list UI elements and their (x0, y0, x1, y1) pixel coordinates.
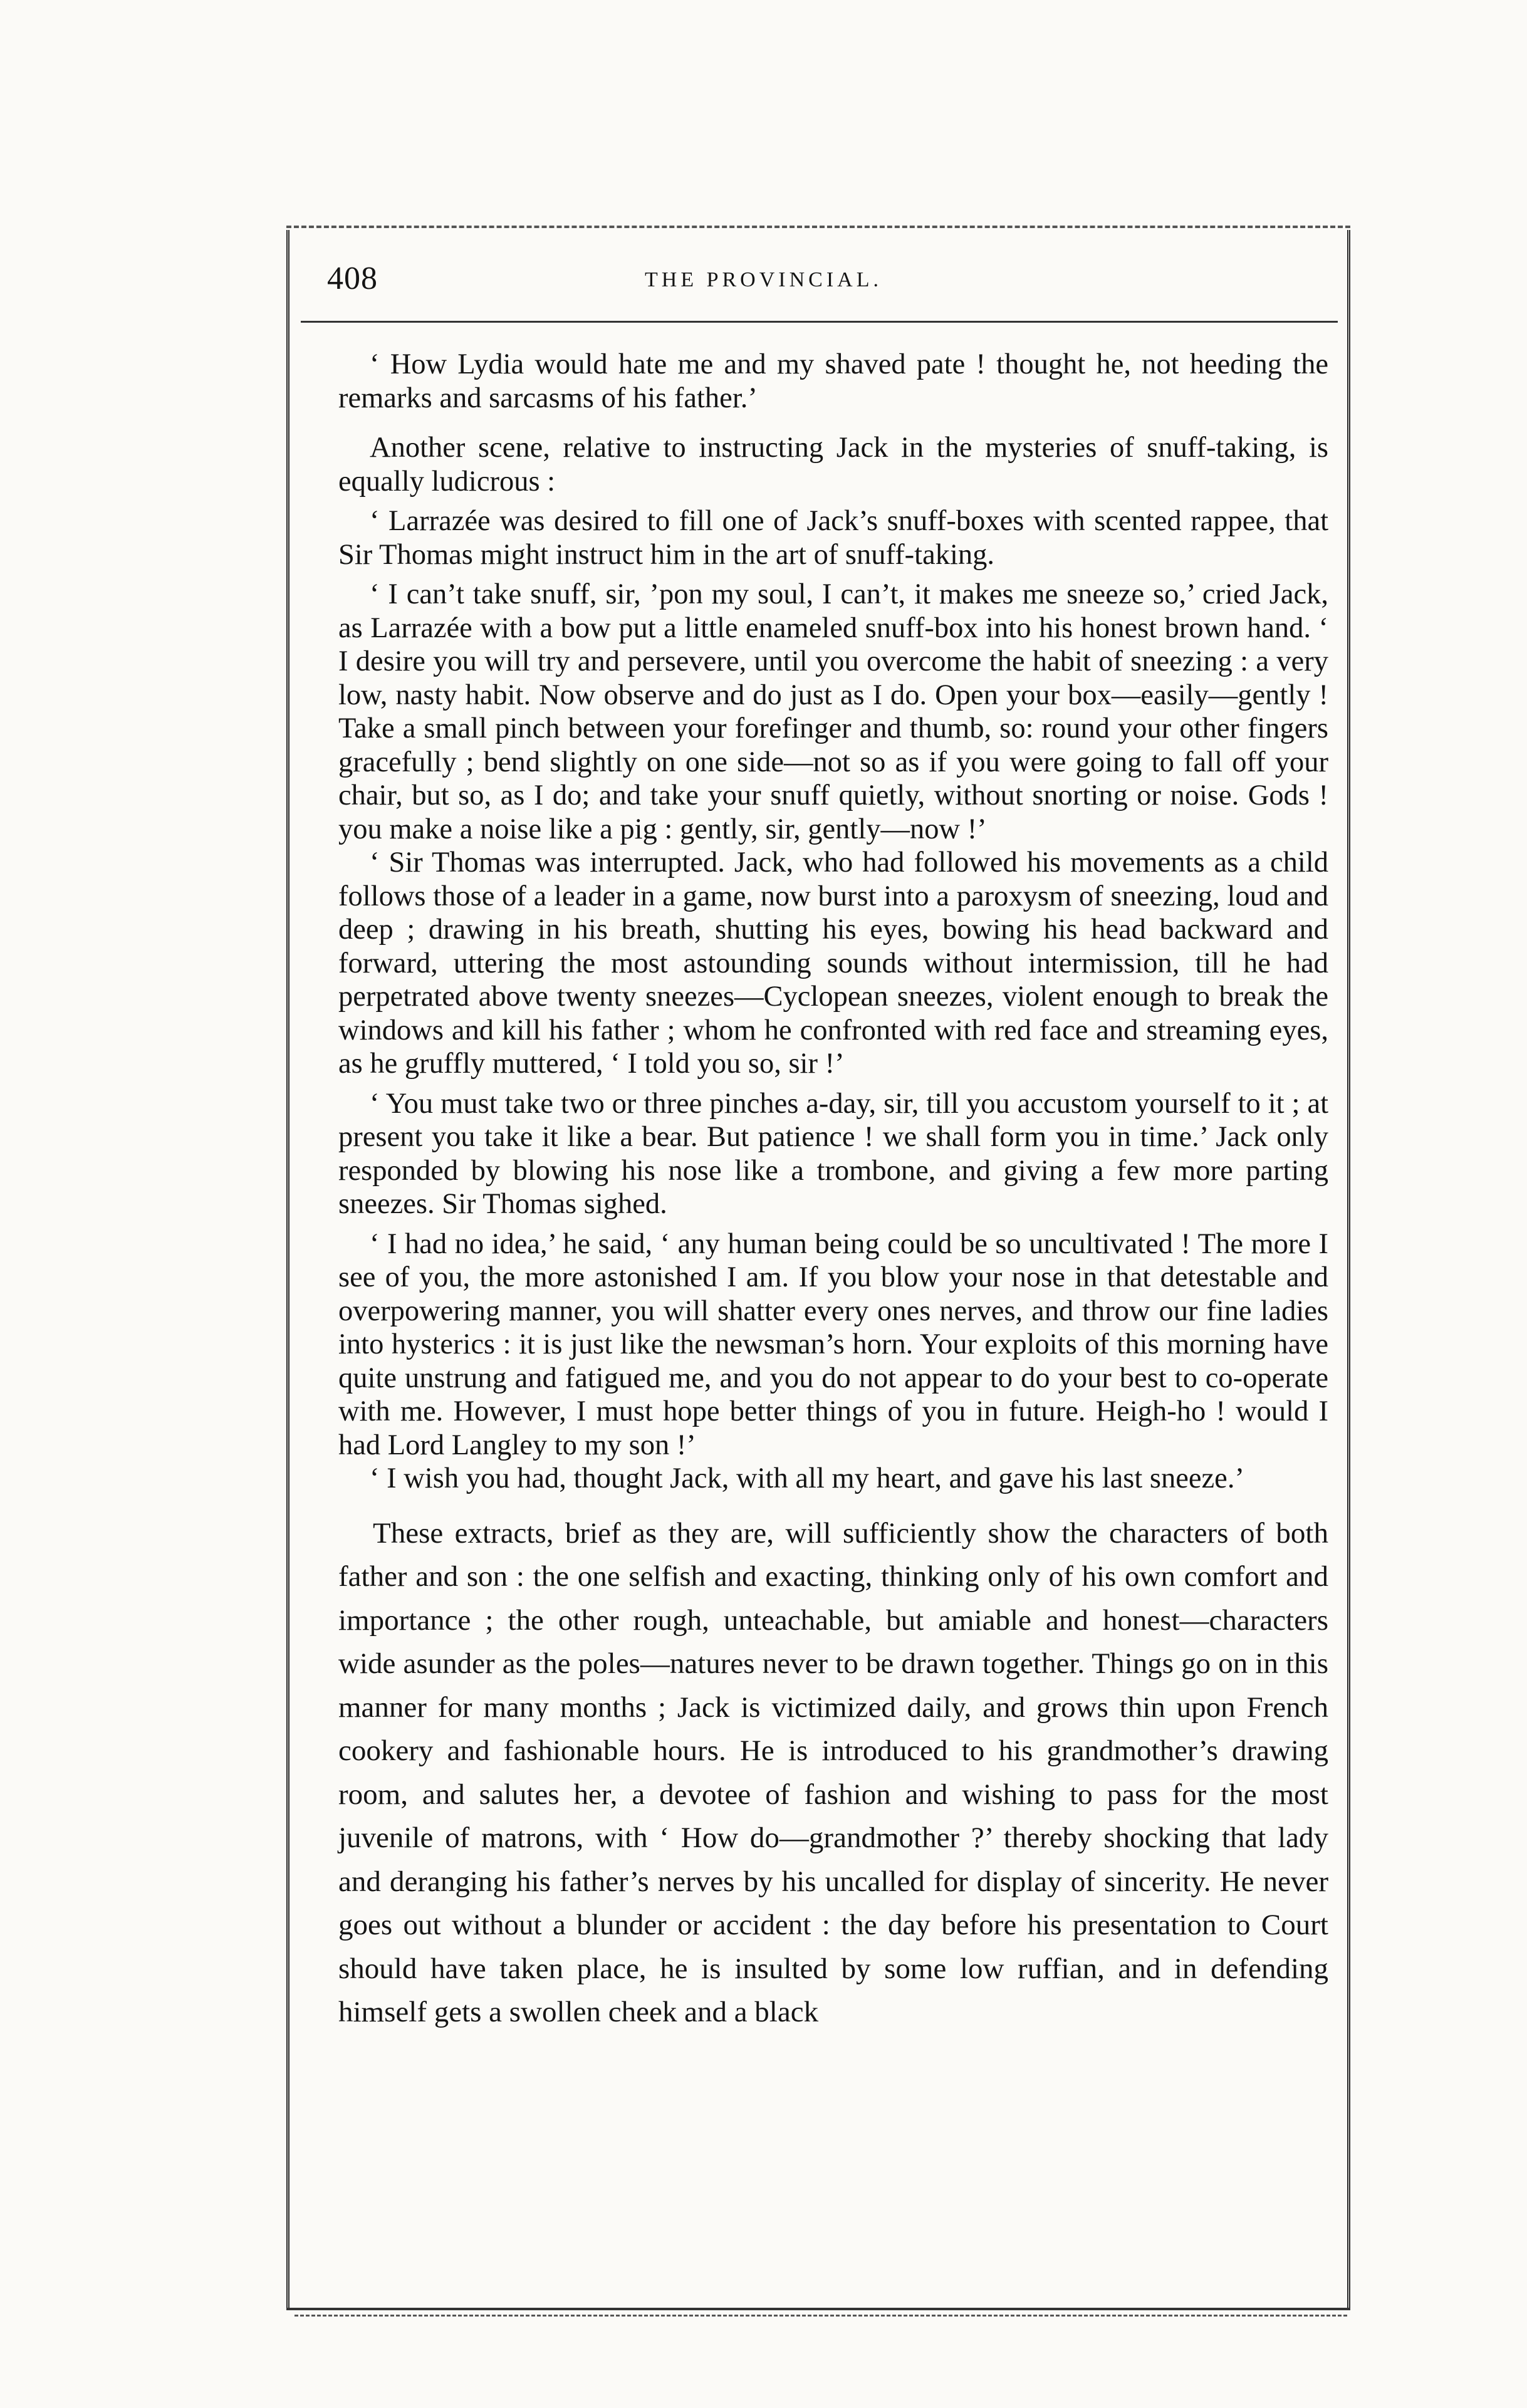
quoted-paragraph: ‘ How Lydia would hate me and my shaved pate ! thought he, not heeding the remarks and sarcasms of his father.’ (338, 348, 1328, 414)
bottom-border-rule (286, 2308, 1350, 2310)
quoted-paragraph: ‘ I can’t take snuff, sir, ’pon my soul, I can’t, it makes me sneeze so,’ cried Jack, as Larrazée with a bow put a little enameled snuff-box into his honest brown hand. ‘ I desire you will try and persevere, until you overcome the habit of sneezing : a very low, nasty habit. Now observe and do just as I do. Open your box—easily—gently ! Take a small pinch between your forefinger and thumb, so: round your other fingers gracefully ; bend slightly on one side—not so as if you were going to fall off your chair, but so, as I do; and take your snuff quietly, without snorting or noise. Gods ! you make a noise like a pig : gently, sir, gently—now !’ (338, 578, 1328, 845)
header-rule (301, 321, 1338, 323)
quoted-paragraph: Another scene, relative to instructing Jack in the mysteries of snuff-taking, is equally ludicrous : (338, 432, 1328, 498)
bottom-dashed-rule (294, 2315, 1347, 2317)
quoted-paragraph: ‘ You must take two or three pinches a-day, sir, till you accustom yourself to it ; at present you take it like a bear. But patience ! we shall form you in time.’ Jack only responded by blowing his nose like a trombone, and giving a few more parting sneezes. Sir Thomas sighed. (338, 1087, 1328, 1220)
quoted-paragraph: ‘ I had no idea,’ he said, ‘ any human being could be so uncultivated ! The more I see of you, the more astonished I am. If you blow your nose in that detestable and overpowering manner, you will shatter every ones nerves, and throw our fine ladies into hysterics : it is just like the newsman’s horn. Your exploits of this morning have quite unstrung and fatigued me, and you do not appear to do your best to co-operate with me. However, I must hope better things of you in future. Heigh-ho ! would I had Lord Langley to my son !’ (338, 1227, 1328, 1461)
quoted-paragraph: ‘ Sir Thomas was interrupted. Jack, who had followed his movements as a child follows those of a leader in a game, now burst into a paroxysm of sneezing, loud and deep ; drawing in his breath, shutting his eyes, bowing his head backward and forward, uttering the most astounding sounds without intermission, till he had perpetrated above twenty sneezes—Cyclopean sneezes, violent enough to break the windows and kill his father ; whom he confronted with red face and streaming eyes, as he gruffly muttered, ‘ I told you so, sir !’ (338, 847, 1328, 1080)
running-title: THE PROVINCIAL. (645, 268, 882, 291)
top-border-rule (286, 226, 1350, 228)
body-paragraph: These extracts, brief as they are, will sufficiently show the characters of both father and son : the one selfish and exacting, thinking only of his own comfort and importance ; the other rough, unteachable, but amiable and honest—characters wide asunder as the poles—natures never to be drawn together. Things go on in this manner for many months ; Jack is victimized daily, and grows thin upon French cookery and fashionable hours. He is introduced to his grandmother’s drawing room, and salutes her, a devotee of fashion and wishing to pass for the most juvenile of matrons, with ‘ How do—grandmother ?’ thereby shocking that lady and deranging his father’s nerves by his uncalled for display of sincerity. He never goes out without a blunder or accident : the day before his presentation to Court should have taken place, he is insulted by some low ruffian, and in defending himself gets a swollen cheek and a black (338, 1516, 1328, 2028)
quoted-paragraph: ‘ Larrazée was desired to fill one of Jack’s snuff-boxes with scented rappee, that Sir Thomas might instruct him in the art of snuff-taking. (338, 505, 1328, 571)
quoted-paragraph: ‘ I wish you had, thought Jack, with all my heart, and gave his last sneeze.’ (370, 1462, 1244, 1494)
text-column (338, 348, 1328, 2035)
page-number: 408 (327, 261, 378, 296)
